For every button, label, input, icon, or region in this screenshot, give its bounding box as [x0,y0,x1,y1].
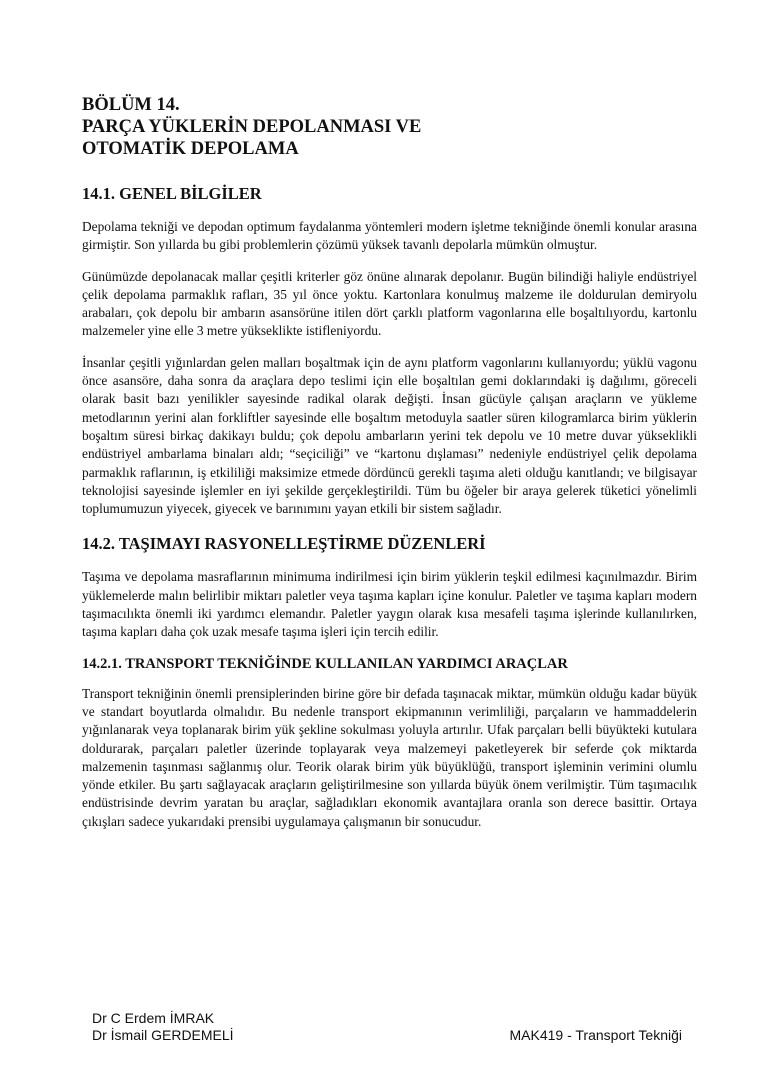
section-heading-14-1: 14.1. GENEL BİLGİLER [82,184,262,203]
page-footer [92,1010,682,1044]
section-heading-14-2: 14.2. TAŞIMAYI RASYONELLEŞTİRME DÜZENLERİ [82,534,486,554]
paragraph: Taşıma ve depolama masraflarının minimuma indirilmesi için birim yüklerin teşkil edilmesi kaçınılmazdır. Birim yüklemelerde malın belirlibir miktarı paletler veya taşıma kapları içine konulur. Paletler ve taşıma kapları modern taşımacılıkta önemli iki yardımcı elemandır. Paletler yaygın olarak kısa mesafeli taşıma işlerinde kullanılırken, taşıma kapları daha çok uzak mesafe taşıma işleri için tercih edilir. [82,569,697,640]
chapter-title-line-2: OTOMATİK DEPOLAMA [82,139,299,159]
subsection-heading-14-2-1: 14.2.1. TRANSPORT TEKNİĞİNDE KULLANILAN YARDIMCI ARAÇLAR [82,655,568,672]
chapter-title [82,94,697,160]
paragraph: Depolama tekniği ve depodan optimum faydalanma yöntemleri modern işletme tekniğinde önemli konular arasına girmiştir. Son yıllarda bu gibi problemlerin çözümü yüksek tavanlı depolarla mümkün olmuştur. [82,219,697,253]
chapter-number: BÖLÜM 14. [82,95,180,115]
footer-author-1: Dr C Erdem İMRAK [92,1010,215,1026]
paragraph: Transport tekniğinin önemli prensiplerinden birine göre bir defada taşınacak miktar, mümkün olduğu kadar büyük ve standart boyutlarda olmalıdır. Bu nedenle transport ekipmanının verimliliği, parçaların ve hammaddelerin yığınlanarak veya toplanarak birim yük şekline sokulması yoluyla artırılır. Ufak parçaları belli büyükteki kutulara doldurarak, parçaları paletler üzerinde toplayarak veya malzemeyi paketleyerek bir seferde çok miktarda malzemenin taşınması sağlanmış olur. Teorik olarak birim yük büyüklüğü, transport işleminin verimini olumlu yönde etkiler. Bu şartı sağlayacak araçların geliştirilmesine son yıllarda büyük önem verilmiştir. Tüm taşımacılık endüstrisinde devrim yaratan bu araçlar, sağladıkları ekonomik avantajlara oranla son derece basittir. Ortaya çıkışları sadece yukarıdaki prensibi uygulamaya çalışmanın bir sonucudur. [82,685,697,829]
chapter-title-line-1: PARÇA YÜKLERİN DEPOLANMASI VE [82,117,422,137]
document-body [82,94,697,844]
paragraph: Günümüzde depolanacak mallar çeşitli kriterler göz önüne alınarak depolanır. Bugün bilindiği haliyle endüstriyel çelik depolama parmaklık rafları, 35 yıl önce yoktu. Kartonlara konulmuş malzeme ile doldurulan demiryolu arabaları, çok depolu bir ambarın asansörüne itilen dört çarklı platform vagonlarına elle boşaltılıyordu, kartonlu malzemeler yine elle 3 metre yükseklikte istifleniyordu. [82,268,697,339]
footer-author-2: Dr İsmail GERDEMELİ [92,1027,234,1043]
footer-course: MAK419 - Transport Tekniği [509,1027,682,1043]
paragraph: İnsanlar çeşitli yığınlardan gelen malları boşaltmak için de aynı platform vagonlarını kullanıyordu; yüklü vagonu önce asansöre, daha sonra da araçlara depo teslimi için elle boşaltılan gemi doklarındaki iş dağılımı, göreceli olarak basit bazı yenilikler sayesinde radikal olarak değişti. İnsan gücüyle çalışan araçların ve yükleme metodlarının yerini alan forkliftler sayesinde elle boşaltım metoduyla saatler süren kilogramlarca birim yüklerin boşaltım süresi birkaç dakikayı buldu; çok depolu ambarların yerini tek depolu ve 10 metre duvar yükseklikli endüstriyel ambarlama binaları aldı; “seçiciliği” ve “kartonu dışlaması” nedeniyle endüstriyel çelik depolama parmaklık raflarının, iş etkililiği maksimize etmede dördüncü gerekli taşıma aleti olduğu kanıtlandı; ve bilgisayar teknolojisi sayesinde işlemler en iyi şekilde gerçekleştirildi. Tüm bu öğeler bir araya gelerek tüketici yönelimli toplumumuzun yiyecek, giyecek ve barınımını yayan etkili bir sistem sağladır. [82,354,697,517]
